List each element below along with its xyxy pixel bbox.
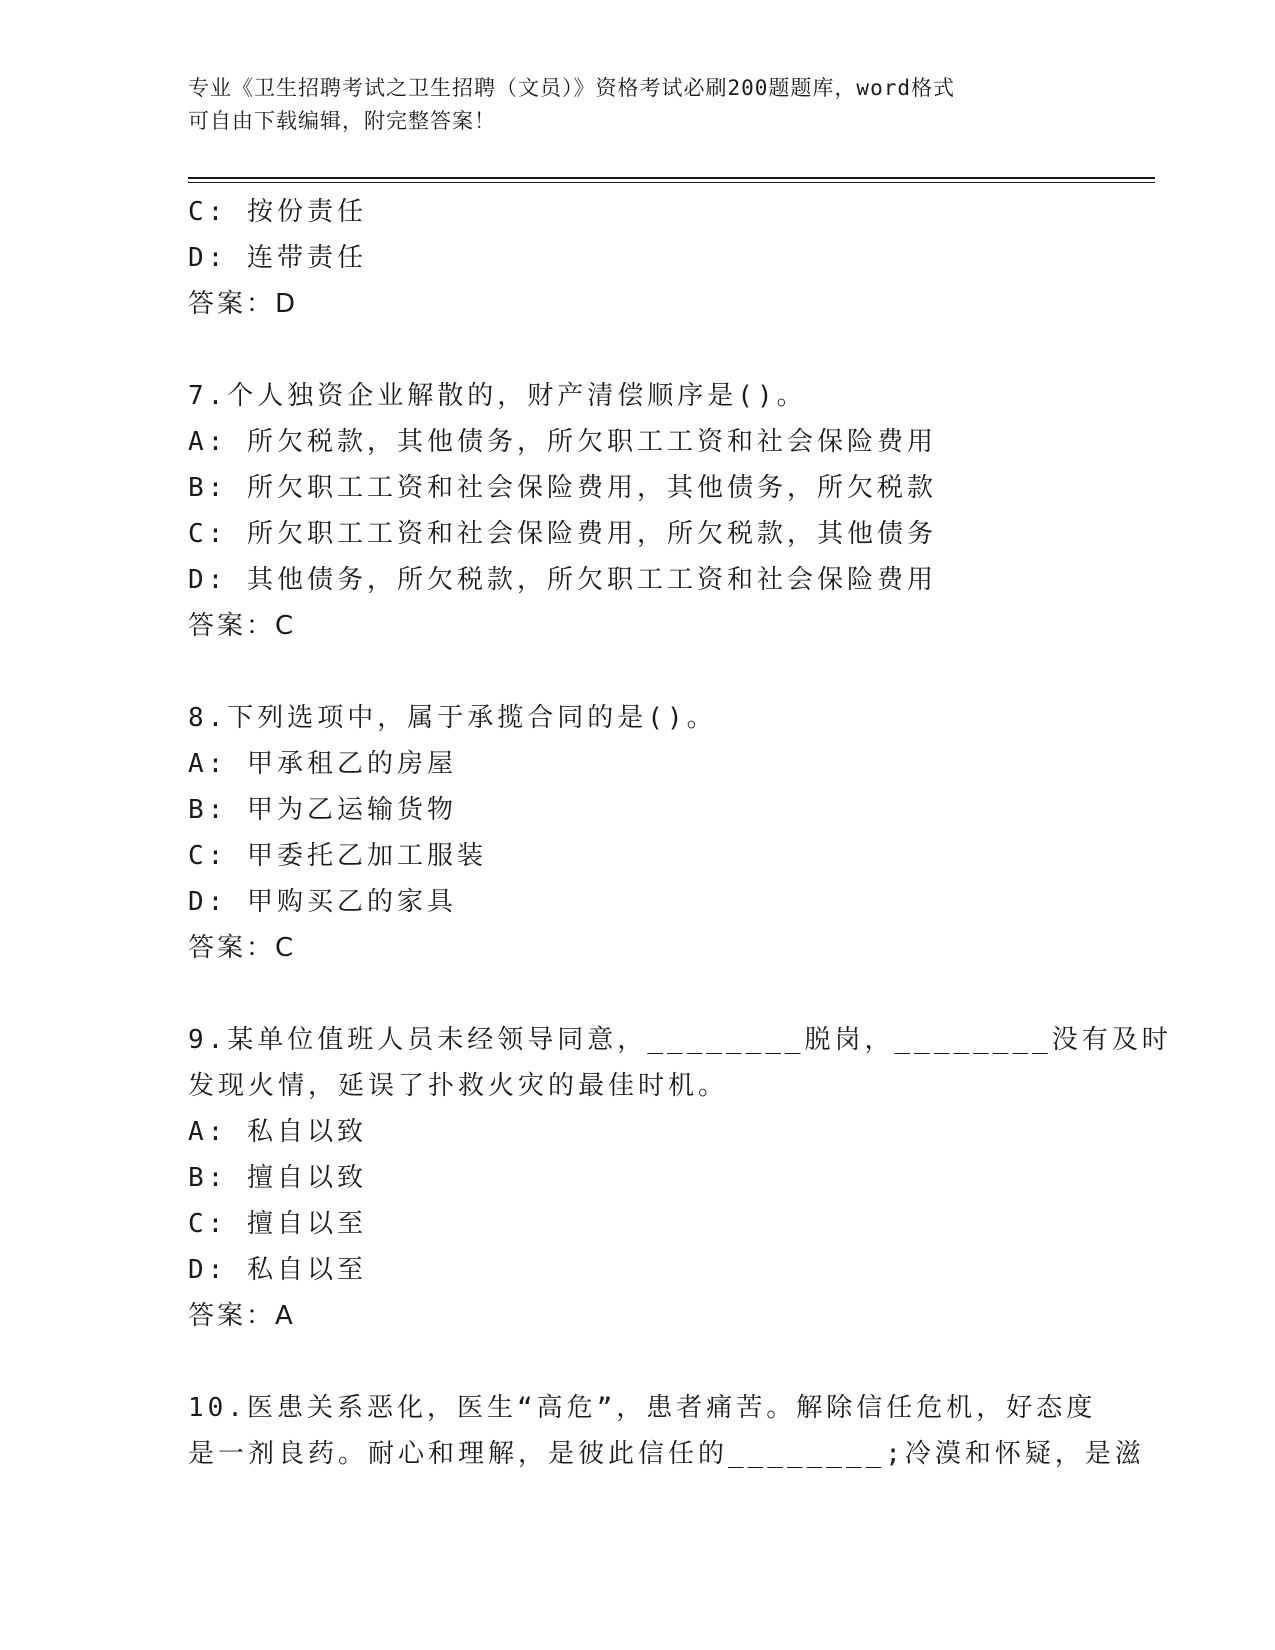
document-header (188, 72, 1068, 138)
question-6-option-d: D: 连带责任 (188, 243, 367, 273)
question-7-answer: 答案：C (188, 611, 297, 641)
spacer (188, 1339, 1088, 1385)
question-9-option-b: B: 擅自以致 (188, 1163, 367, 1193)
question-7-option-d: D: 其他债务，所欠税款，所欠职工工资和社会保险费用 (188, 565, 937, 595)
question-6-option-c: C: 按份责任 (188, 197, 367, 227)
question-8-option-b: B: 甲为乙运输货物 (188, 795, 457, 825)
header-line-1: 专业《卫生招聘考试之卫生招聘（文员）》资格考试必刷200题题库，word格式 (188, 76, 955, 100)
question-8-text: 8.下列选项中，属于承揽合同的是()。 (188, 703, 717, 733)
question-7-text: 7.个人独资企业解散的，财产清偿顺序是()。 (188, 381, 807, 411)
question-10-block (188, 1385, 1145, 1477)
question-7-option-b: B: 所欠职工工资和社会保险费用，其他债务，所欠税款 (188, 473, 937, 503)
header-line-2: 可自由下载编辑，附完整答案！ (188, 109, 496, 133)
question-7-option-c: C: 所欠职工工资和社会保险费用，所欠税款，其他债务 (188, 519, 937, 549)
question-9-option-d: D: 私自以至 (188, 1255, 367, 1285)
spacer (188, 649, 1088, 695)
document-body (188, 189, 1172, 1477)
question-6-answer: 答案：D (188, 289, 299, 319)
question-8-option-c: C: 甲委托乙加工服装 (188, 841, 487, 871)
question-7-option-a: A: 所欠税款，其他债务，所欠职工工资和社会保险费用 (188, 427, 937, 457)
question-8-answer: 答案：C (188, 933, 297, 963)
question-7-block (188, 373, 1088, 649)
question-9-text-line-1: 9.某单位值班人员未经领导同意，________脱岗，________没有及时 (188, 1025, 1172, 1055)
question-8-option-a: A: 甲承租乙的房屋 (188, 749, 457, 779)
question-6-block (188, 189, 1088, 327)
spacer (188, 971, 1088, 1017)
question-9-option-c: C: 擅自以至 (188, 1209, 367, 1239)
question-9-text-line-2: 发现火情，延误了扑救火灾的最佳时机。 (188, 1071, 729, 1101)
question-10-text-line-2: 是一剂良药。耐心和理解，是彼此信任的________;冷漠和怀疑，是滋 (188, 1439, 1145, 1469)
question-8-option-d: D: 甲购买乙的家具 (188, 887, 457, 917)
question-9-block (188, 1017, 1172, 1339)
spacer (188, 327, 1088, 373)
header-divider-thin (188, 182, 1155, 183)
question-9-answer: 答案：A (188, 1301, 296, 1331)
question-8-block (188, 695, 1088, 971)
question-9-option-a: A: 私自以致 (188, 1117, 367, 1147)
question-10-text-line-1: 10.医患关系恶化，医生“高危”，患者痛苦。解除信任危机，好态度 (188, 1393, 1097, 1423)
header-divider-thick (188, 177, 1155, 179)
